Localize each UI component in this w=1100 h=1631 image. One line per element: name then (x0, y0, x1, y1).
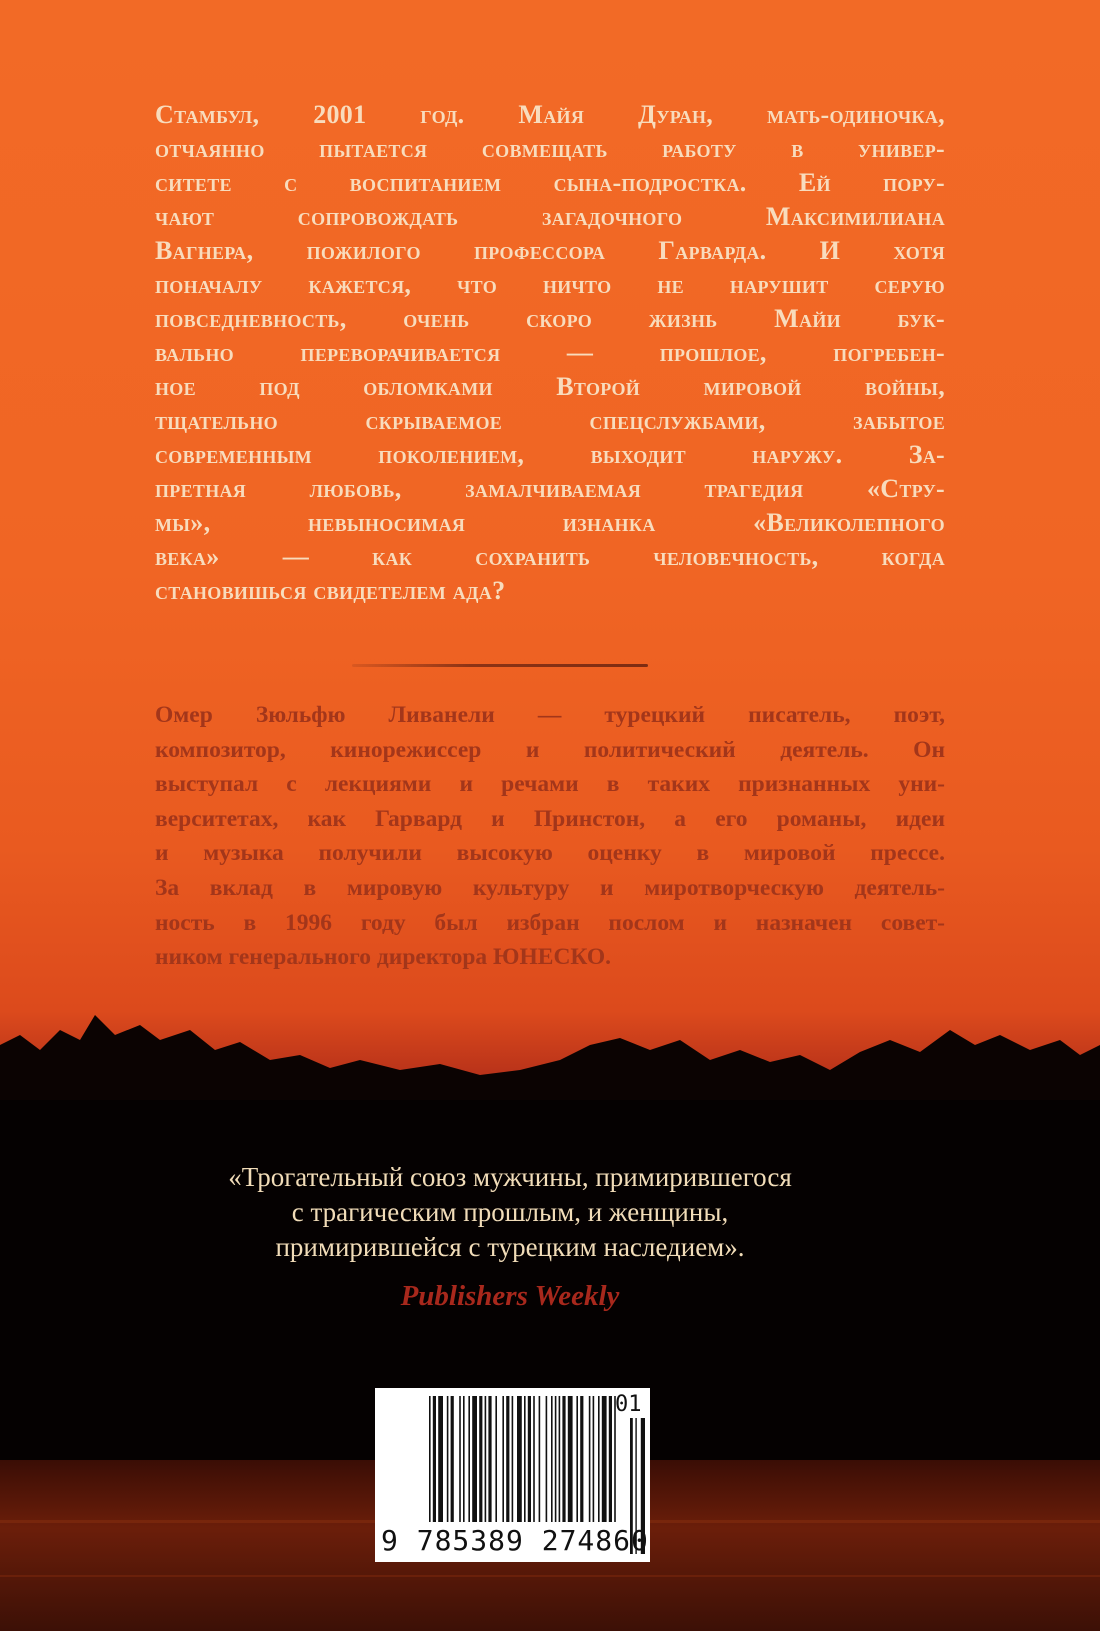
barcode-bar (488, 1396, 491, 1522)
description-line: мы», невыносимая изнанка «Великолепного (155, 508, 945, 537)
barcode-bar (559, 1396, 561, 1522)
barcode-bar (517, 1396, 522, 1522)
description-line: ситете с воспитанием сына-подростка. Ей пору- (155, 168, 945, 197)
barcode-bar (609, 1396, 612, 1522)
barcode-bar (562, 1396, 565, 1522)
barcode-bar (438, 1396, 443, 1522)
description-line: современным поколением, выходит наружу. За- (155, 440, 945, 469)
description-line: тщательно скрываемое спецслужбами, забытое (155, 406, 945, 435)
description-line: Вагнера, пожилого профессора Гарварда. И хотя (155, 236, 945, 265)
barcode-bar (463, 1396, 465, 1522)
description-line: вально переворачивается — прошлое, погребен- (155, 338, 945, 367)
author-bio-line: композитор, кинорежиссер и политический деятель. Он (155, 736, 945, 763)
isbn-barcode (375, 1388, 650, 1562)
barcode-bar (451, 1396, 454, 1522)
barcode-bar (468, 1396, 470, 1522)
barcode-bar (602, 1396, 607, 1522)
author-bio-line: ность в 1996 году был избран послом и назначен совет- (155, 909, 945, 936)
description-line: Стамбул, 2001 год. Майя Дуран, мать-одиночка, (155, 100, 945, 129)
barcode-bar (524, 1396, 526, 1522)
description-line: повседневность, очень скоро жизнь Майи бук- (155, 304, 945, 333)
barcode-addon-digits: 01 (615, 1392, 642, 1417)
description-line: становишься свидетелем ада? (155, 576, 506, 605)
review-quote (100, 1160, 920, 1265)
barcode-bar (528, 1396, 531, 1522)
barcode-bar (580, 1396, 583, 1522)
description-line: века» — как сохранить человечность, когда (155, 542, 945, 571)
barcode-bar (589, 1396, 591, 1522)
barcode-bar (459, 1396, 461, 1522)
barcode-bar (433, 1396, 436, 1522)
description-line: поначалу кажется, что ничто не нарушит серую (155, 270, 945, 299)
author-bio-line: и музыка получили высокую оценку в мировой прессе. (155, 840, 945, 867)
barcode-bar (479, 1396, 482, 1522)
barcode-bar (568, 1396, 573, 1522)
author-bio-line: верситетах, как Гарвард и Принстон, а его романы, идеи (155, 805, 945, 832)
barcode-bar (539, 1396, 541, 1522)
barcode-bar (447, 1396, 449, 1522)
description-line: ное под обломками Второй мировой войны, (155, 372, 945, 401)
barcode-bar (495, 1396, 497, 1522)
isbn-digits: 9 785389 274860 (381, 1524, 649, 1557)
barcode-bar (546, 1396, 548, 1522)
brush-divider (352, 664, 648, 667)
barcode-bar (506, 1396, 509, 1522)
description-line: чают сопровождать загадочного Максимилиана (155, 202, 945, 231)
barcode-bar (512, 1396, 514, 1522)
barcode-bar (598, 1396, 600, 1522)
barcode-bar (429, 1396, 431, 1522)
quote-line: с трагическим прошлым, и женщины, (291, 1197, 729, 1227)
barcode-bar (472, 1396, 477, 1522)
author-bio (155, 698, 945, 975)
barcode-bar (555, 1396, 557, 1522)
barcode-bar (502, 1396, 504, 1522)
author-bio-line: выступал с лекциями и речами в таких признанных уни- (155, 771, 945, 798)
description-line: претная любовь, замалчиваемая трагедия «Стру- (155, 474, 945, 503)
quote-line: примирившейся с турецким наследием». (275, 1232, 745, 1262)
quote-source: Publishers Weekly (400, 1280, 620, 1312)
author-bio-line: Омер Зюльфю Ливанели — турецкий писатель, поэт, (155, 702, 945, 728)
description-line: отчаянно пытается совмещать работу в универ- (155, 134, 945, 163)
author-bio-line: За вклад в мировую культуру и миротворческую деятель- (155, 874, 945, 901)
book-description (155, 98, 945, 608)
barcode-bar (593, 1396, 595, 1522)
barcode-bar (576, 1396, 578, 1522)
barcode-bar (485, 1396, 487, 1522)
barcode-bar (533, 1396, 535, 1522)
author-bio-line: ником генерального директора ЮНЕСКО. (155, 944, 612, 971)
quote-line: «Трогательный союз мужчины, примирившегося (228, 1162, 792, 1192)
barcode-bar (551, 1396, 553, 1522)
